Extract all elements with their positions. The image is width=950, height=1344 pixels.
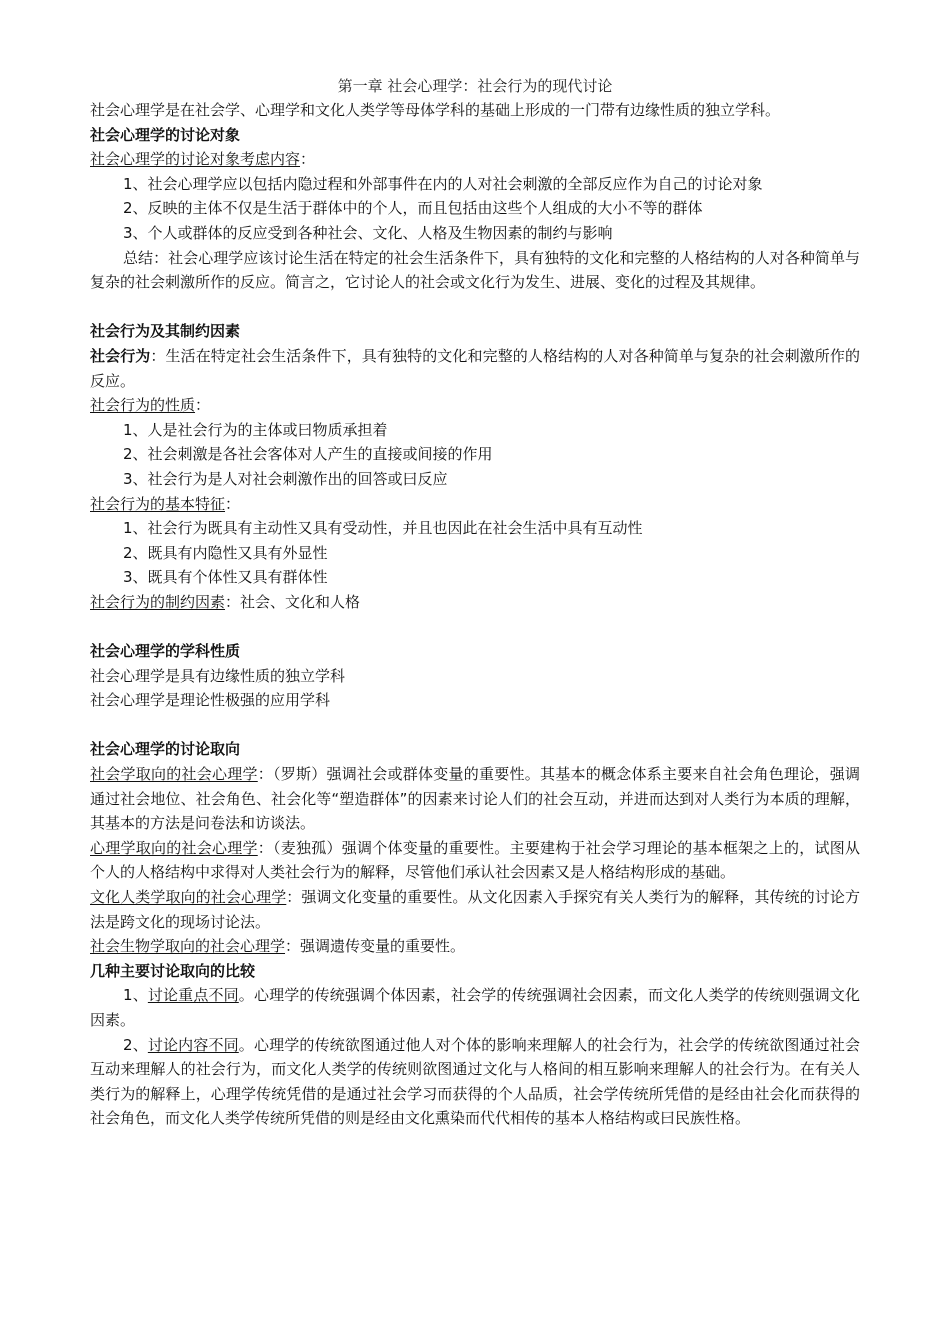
nature-subheading (90, 393, 860, 418)
definition-term: 社会行为 (90, 346, 151, 365)
approach-anthropology (90, 885, 860, 934)
item-number: 2、 (123, 1035, 148, 1054)
summary-paragraph: 总结：社会心理学应该讨论生活在特定的社会生活条件下，具有独特的文化和完整的人格结构的人对各种简单与复杂的社会刺激所作的反应。简言之，它讨论人的社会或文化行为发生、进展、变化的过程及其规律。 (90, 248, 860, 292)
list-item: 2、反映的主体不仅是生活于群体中的个人，而且包括由这些个人组成的大小不等的群体 (123, 199, 703, 218)
list-item: 3、既具有个体性又具有群体性 (123, 568, 328, 587)
approach-text: ：强调遗传变量的重要性。 (285, 937, 466, 956)
feature-label: 社会行为的基本特征 (90, 494, 226, 513)
approach-text: ：（罗斯）强调社会或群体变量的重要性。其基本的概念体系主要来自社会角色理论，强调通过社会地位、社会角色、社会化等“塑造群体”的因素来讨论人们的社会互动，并进而达到对人类行为本质的理解，其基本的方法是问卷法和访谈法。 (90, 765, 860, 833)
item-text: 。心理学的传统强调个体因素，社会学的传统强调社会因素，而文化人类学的传统则强调文化因素。 (90, 986, 860, 1029)
list-item: 2、社会刺激是各社会客体对人产生的直接或间接的作用 (123, 445, 493, 464)
approach-label: 社会生物学取向的社会心理学 (90, 937, 286, 956)
research-object-label: 社会心理学的讨论对象考虑内容 (90, 150, 301, 169)
page-header: 第一章 社会心理学：社会行为的现代讨论 (337, 77, 613, 95)
discipline-line: 社会心理学是具有边缘性质的独立学科 (90, 666, 346, 685)
item-label: 讨论内容不同 (147, 1035, 239, 1054)
list-item: 1、社会行为既具有主动性又具有受动性，并且也因此在社会生活中具有互动性 (123, 519, 643, 538)
approach-psychology (90, 836, 860, 885)
item-text: 。心理学的传统欲图通过他人对个体的影响来理解人的社会行为，社会学的传统欲图通过社会互动来理解人的社会行为，而文化人类学的传统则欲图通过文化与人格间的相互影响来理解人的社会行为。在有关人类行为的解释上，心理学传统凭借的是通过社会学习而获得的个人品质，社会学传统所凭借的是经由社会化而获得的社会角色，而文化人类学传统所凭借的则是经由文化熏染而代代相传的基本人格结构或曰民族性格。 (90, 1035, 860, 1128)
factor-line (90, 590, 860, 615)
section-title-comparison: 几种主要讨论取向的比较 (90, 961, 256, 980)
section-title-research-object: 社会心理学的讨论对象 (90, 125, 241, 144)
colon: ： (225, 494, 241, 513)
approach-sociology (90, 762, 860, 836)
comparison-item (90, 983, 860, 1032)
list-item: 3、个人或群体的反应受到各种社会、文化、人格及生物因素的制约与影响 (123, 223, 613, 242)
discipline-line: 社会心理学是理论性极强的应用学科 (90, 691, 331, 710)
factor-text: ：社会、文化和人格 (225, 592, 361, 611)
intro-paragraph: 社会心理学是在社会学、心理学和文化人类学等母体学科的基础上形成的一门带有边缘性质的独立学科。 (90, 101, 781, 119)
section-title-social-behavior: 社会行为及其制约因素 (90, 322, 241, 341)
approach-label: 文化人类学取向的社会心理学 (90, 888, 287, 906)
colon: ： (300, 150, 316, 169)
item-number: 1、 (123, 986, 148, 1005)
list-item: 1、人是社会行为的主体或曰物质承担着 (123, 420, 388, 439)
document-page (90, 74, 860, 1131)
list-item: 3、社会行为是人对社会刺激作出的回答或曰反应 (123, 469, 448, 488)
item-label: 讨论重点不同 (147, 986, 239, 1005)
comparison-item (90, 1033, 860, 1131)
colon: ： (195, 396, 211, 415)
nature-label: 社会行为的性质 (90, 396, 196, 415)
factor-label: 社会行为的制约因素 (90, 592, 226, 611)
approach-sociobiology (90, 934, 860, 959)
definition-text: ：生活在特定社会生活条件下，具有独特的文化和完整的人格结构的人对各种简单与复杂的社会刺激所作的反应。 (90, 346, 860, 390)
approach-label: 心理学取向的社会心理学 (90, 838, 258, 857)
section-title-discipline-nature: 社会心理学的学科性质 (90, 642, 241, 661)
approach-text: ：（麦独孤）强调个体变量的重要性。主要建构于社会学习理论的基本框架之上的，试图从个人的人格结构中求得对人类社会行为的解释，尽管他们承认社会因素又是人格结构形成的基础。 (90, 838, 860, 882)
research-object-subheading (90, 147, 860, 172)
list-item: 1、社会心理学应以包括内隐过程和外部事件在内的人对社会刺激的全部反应作为自己的讨论对象 (123, 174, 763, 193)
social-behavior-definition (90, 344, 860, 393)
list-item: 2、既具有内隐性又具有外显性 (123, 543, 328, 562)
approach-text: ：强调文化变量的重要性。从文化因素入手探究有关人类行为的解释，其传统的讨论方法是跨文化的现场讨论法。 (90, 888, 860, 931)
approach-label: 社会学取向的社会心理学 (90, 765, 258, 784)
section-title-approaches: 社会心理学的讨论取向 (90, 740, 241, 759)
feature-subheading (90, 492, 860, 517)
